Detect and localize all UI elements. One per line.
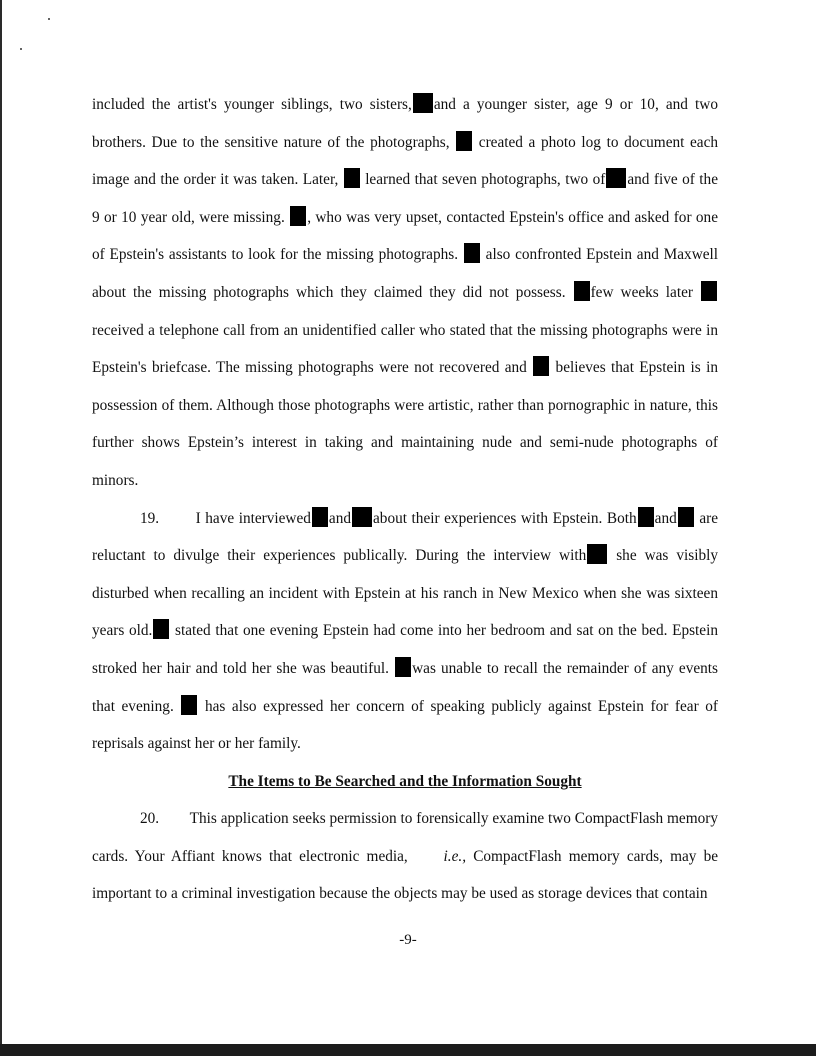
text-run: CompactFlash memory cards, may be important to a criminal investigation because the objects may be used as storage devices that contain (92, 847, 719, 903)
redaction-block (413, 93, 433, 113)
text-run: was unable to recall the remainder of any events that evening. (92, 659, 718, 715)
document-body (92, 86, 718, 913)
text-run: are reluctant to divulge their experiences publically. During the interview with (92, 509, 719, 565)
text-run: and five of the 9 or 10 year old, were missing. (92, 171, 718, 226)
redaction-block (290, 206, 306, 226)
text-run: few weeks later (590, 283, 693, 301)
redaction-block (352, 507, 372, 527)
redaction-block (587, 544, 607, 564)
redaction-block (574, 281, 590, 301)
text-run: This application seeks permission to forensically examine two CompactFlash memory cards. Your Affiant knows that electronic media, (92, 810, 718, 865)
text-run: believes that Epstein is in possession of them. Although those photographs were artistic, rather than pornographic in nature, this further shows Epstein’s interest in taking and maintaining nude and semi-nude photographs of minors. (92, 359, 719, 489)
text-run: and (654, 509, 677, 527)
text-run: created a photo log to document each image and the order it was taken. Later, (92, 133, 719, 189)
text-run: I have interviewed (195, 509, 311, 527)
paragraph-19 (92, 500, 718, 763)
redaction-block (638, 507, 654, 527)
paragraph-number: 20. (140, 810, 160, 828)
section-heading: The Items to Be Searched and the Information Sought (228, 772, 582, 790)
redaction-block (456, 131, 472, 151)
scan-speck (20, 48, 22, 50)
page-left-edge (0, 0, 2, 1044)
redaction-block (395, 657, 411, 677)
text-run: received a telephone call from an unidentified caller who stated that the missing photographs were in Epstein's briefcase. The missing photographs were not recovered and (92, 321, 718, 377)
redaction-block (181, 695, 197, 715)
text-run: included the artist's younger siblings, two sisters, (92, 96, 412, 113)
text-run: learned that seven photographs, two of (365, 171, 606, 189)
redaction-block (344, 168, 360, 188)
page-number: -9- (399, 932, 417, 948)
paragraph-20 (92, 800, 718, 913)
text-run: and (328, 509, 351, 527)
redaction-block (153, 619, 169, 639)
paragraph-18-continued (92, 86, 718, 500)
redaction-block (533, 356, 549, 376)
text-run: also confronted Epstein and Maxwell about the missing photographs which they claimed they did not possess. (92, 246, 719, 301)
redaction-block (701, 281, 717, 301)
text-run: she was visibly disturbed when recalling an incident with Epstein at his ranch in New Mexico when she was sixteen years old. (92, 547, 719, 640)
text-run: stated that one evening Epstein had come into her bedroom and sat on the bed. Epstein stroked her hair and told her she was beautiful. (92, 622, 718, 677)
redaction-block (606, 168, 626, 188)
text-run: has also expressed her concern of speaking publicly against Epstein for fear of reprisals against her or her family. (92, 697, 719, 753)
redaction-block (312, 507, 328, 527)
page-bottom-edge (0, 1044, 816, 1056)
paragraph-number: 19. (140, 509, 160, 527)
text-run-italic: i.e., (443, 847, 467, 865)
text-run: and a younger sister, age 9 or 10, and two brothers. Due to the sensitive nature of the photographs, (92, 96, 718, 151)
redaction-block (678, 507, 694, 527)
text-run: about their experiences with Epstein. Both (373, 509, 637, 527)
text-run: , who was very upset, contacted Epstein's office and asked for one of Epstein's assistants to look for the missing photographs. (92, 208, 719, 264)
scan-speck (48, 18, 50, 20)
redaction-block (464, 243, 480, 263)
